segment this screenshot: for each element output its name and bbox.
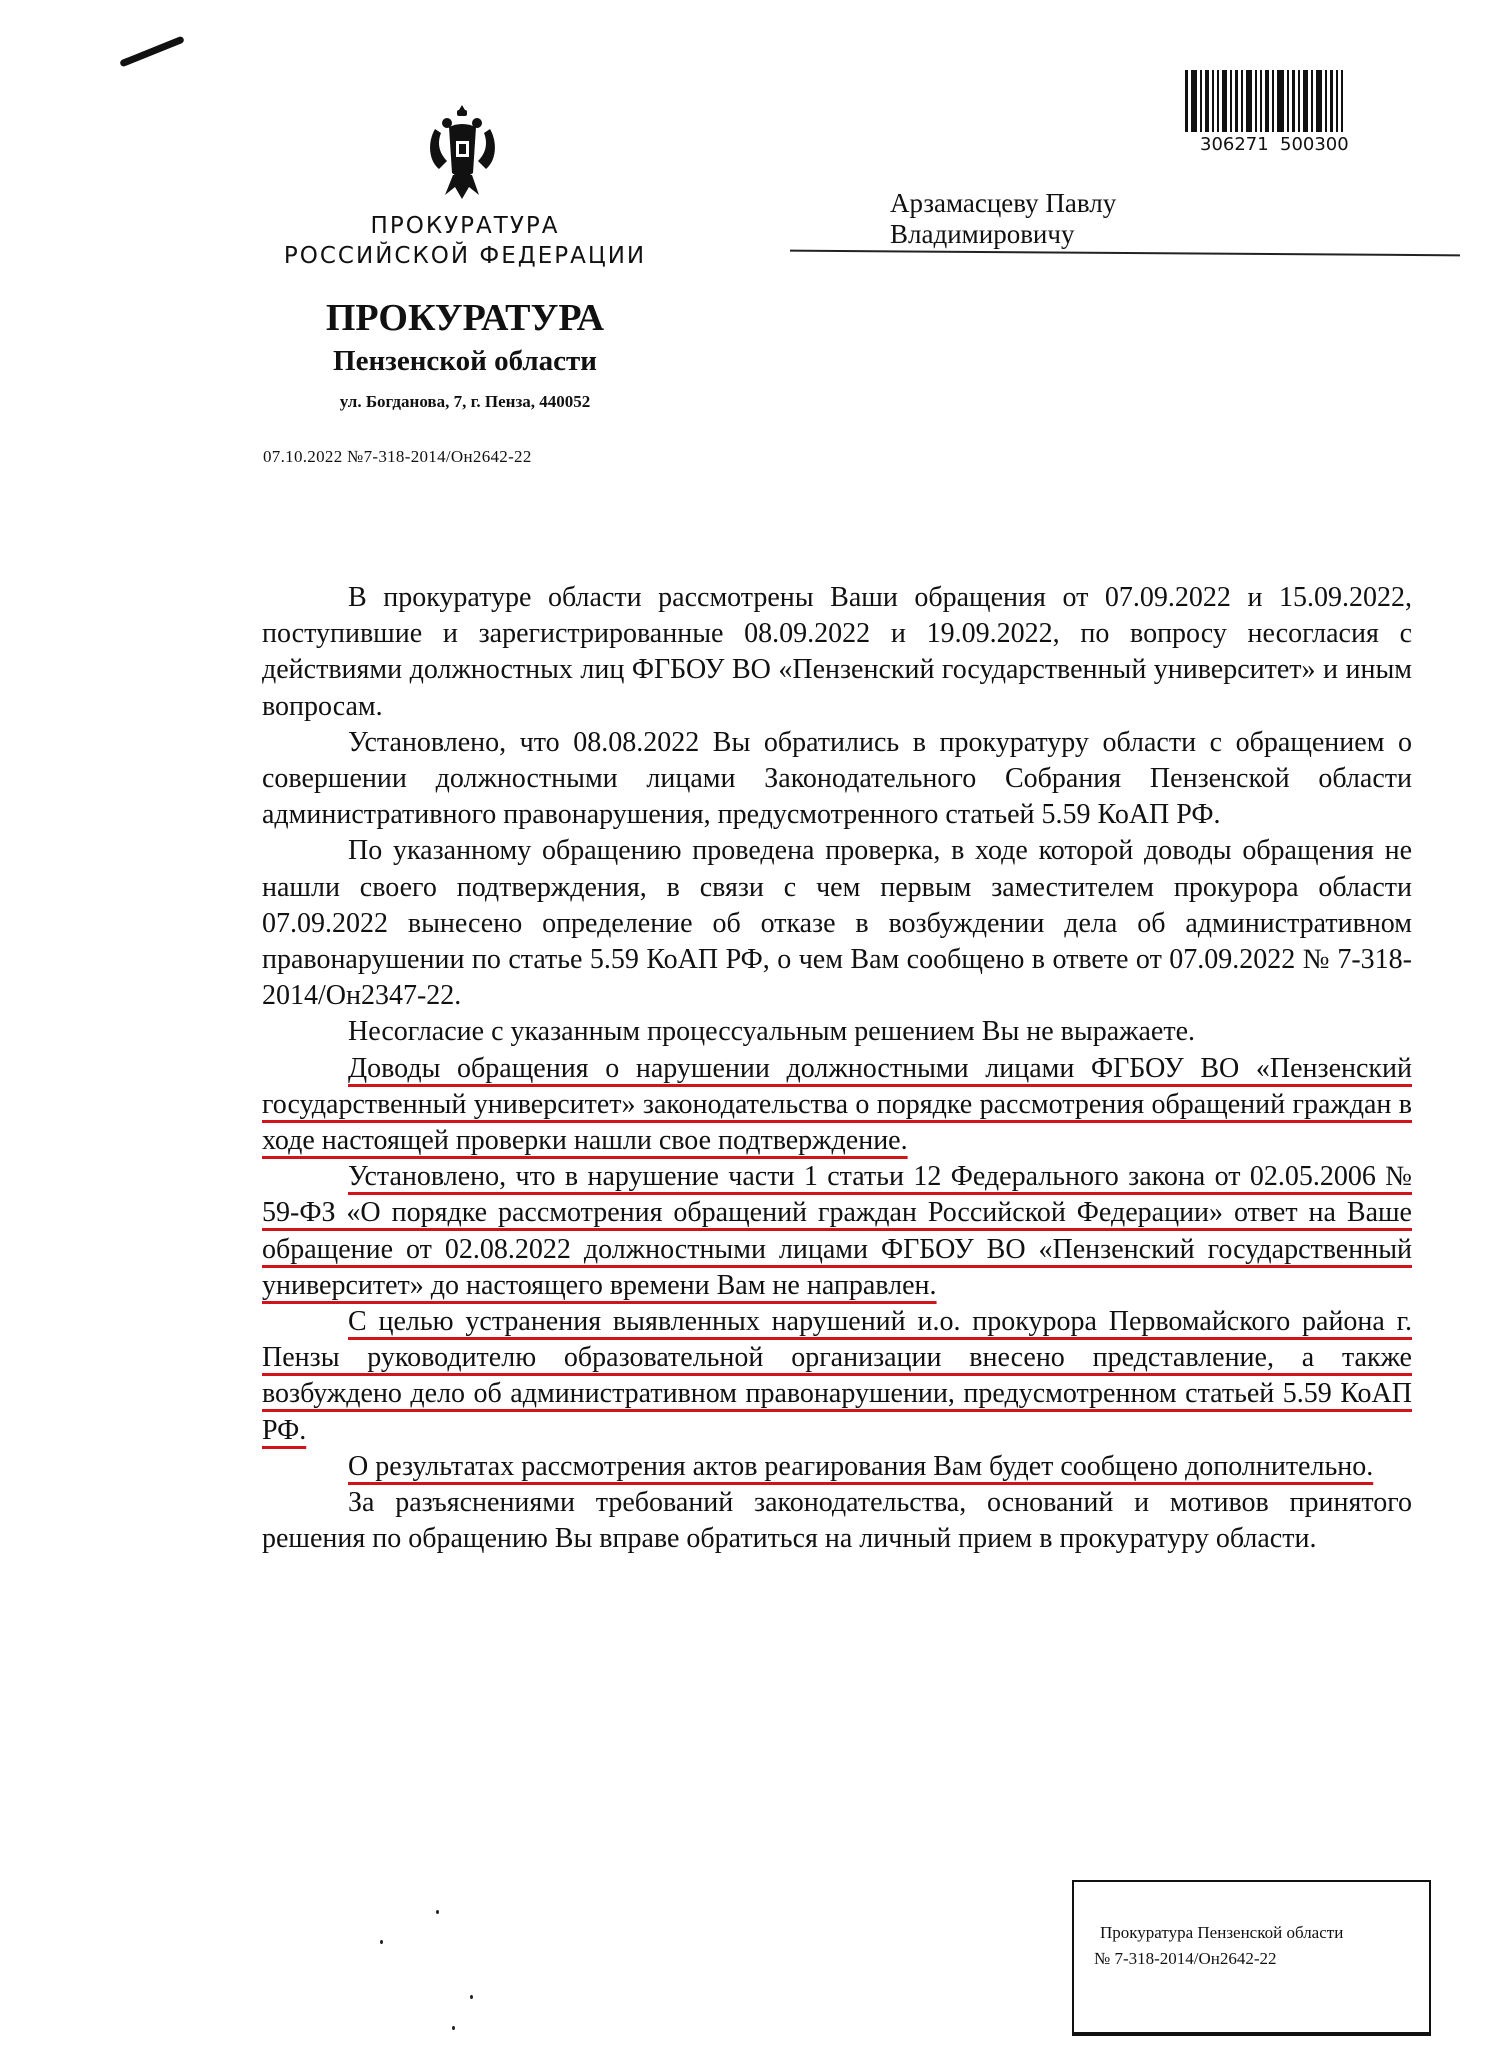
recipient-line2: Владимировичу [890,219,1075,249]
registration-stamp [1072,1880,1431,2034]
letter-body [262,580,1412,1557]
coat-of-arms-icon [425,103,500,203]
paragraph: В прокуратуре области рассмотрены Ваши обращения от 07.09.2022 и 15.09.2022, поступившие и зарегистрированные 08.09.2022 и 19.09.2022, по вопросу несогласия с действиями должностных лиц ФГБОУ ВО «Пензенский государственный университет» и иным вопросам. [262,582,1412,722]
stamp-line1: Прокуратура Пензенской области [1100,1923,1344,1942]
paragraph: За разъяснениями требований законодательства, оснований и мотивов принятого решения по обращению Вы вправе обратиться на личный прием в прокуратуру области. [262,1487,1412,1555]
scan-speck [470,1995,473,1999]
paragraph-highlighted: Установлено, что в нарушение части 1 статьи 12 Федерального закона от 02.05.2006 № 59-ФЗ «О порядке рассмотрения обращений граждан Российской Федерации» ответ на Ваше обращение от 02.08.2022 должностными лицами ФГБОУ ВО «Пензенский государственный университет» до настоящего времени Вам не направлен. [262,1161,1412,1301]
recipient [890,188,1116,250]
letterhead-line1: ПРОКУРАТУРА [370,213,560,239]
paragraph: Установлено, что 08.08.2022 Вы обратились в прокуратуру области с обращением о совершении должностными лицами Законодательного Собрания Пензенской области административного правонарушения, предусмотренного статьей 5.59 КоАП РФ. [262,726,1412,831]
scan-speck [452,2026,455,2030]
barcode [1185,70,1365,132]
scan-speck [380,1940,383,1944]
recipient-line1: Арзамасцеву Павлу [890,188,1117,218]
paragraph-highlighted: О результатах рассмотрения актов реагирования Вам будет сообщено дополнительно. [348,1450,1374,1482]
paragraph-highlighted: Доводы обращения о нарушении должностными лицами ФГБОУ ВО «Пензенский государственный университет» законодательства о порядке рассмотрения обращений граждан в ходе настоящей проверки нашли свое подтверждение. [262,1052,1412,1157]
document-reference: 07.10.2022 №7-318-2014/Он2642-22 [263,447,532,466]
scan-speck [436,1910,439,1914]
org-subtitle: Пензенской области [333,345,597,377]
letterhead-line2: РОССИЙСКОЙ ФЕДЕРАЦИИ [283,243,647,269]
pen-stroke-mark [119,36,185,68]
paragraph-highlighted: С целью устранения выявленных нарушений и.о. прокурора Первомайского района г. Пензы руководителю образовательной организации внесено представление, а также возбуждено дело об административном правонарушении, предусмотренном статьей 5.59 КоАП РФ. [262,1306,1412,1446]
paragraph: По указанному обращению проведена проверка, в ходе которой доводы обращения не нашли своего подтверждения, в связи с чем первым заместителем прокурора области 07.09.2022 вынесено определение об отказе в возбуждении дела об административном правонарушении по статье 5.59 КоАП РФ, о чем Вам сообщено в ответе от 07.09.2022 № 7-318-2014/Он2347-22. [262,835,1412,1012]
barcode-digits-left: 306271 [1200,134,1269,155]
org-address: ул. Богданова, 7, г. Пенза, 440052 [339,392,591,411]
paragraph: Несогласие с указанным процессуальным решением Вы не выражаете. [348,1016,1195,1048]
barcode-digits-right: 500300 [1280,134,1349,155]
recipient-divider [790,250,1460,257]
org-title: ПРОКУРАТУРА [325,297,605,339]
stamp-line2: № 7-318-2014/Он2642-22 [1094,1949,1277,1968]
